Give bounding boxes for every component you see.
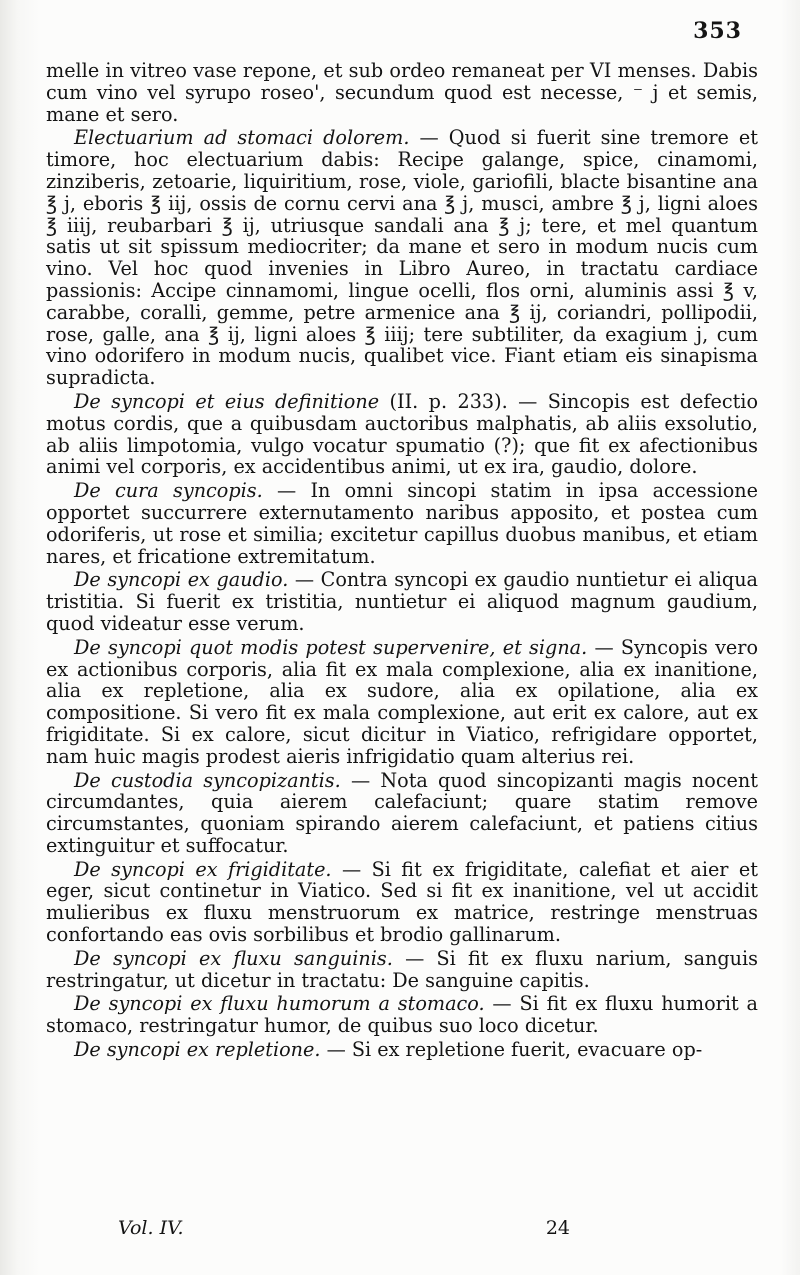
paragraph-text: — Quod si fuerit sine tremore et timore, hoc electuarium dabis: Recipe galange, spice, cinamomi, zinziberis, zetoarie, liquiritium, rose, viole, gariofili, blacte bisantine ana ℥ j, eboris ℥ iij, ossis de cornu cervi ana ℥ j, musci, ambre ℥ j, ligni aloes ℥ iiij, reubarbari ℥ ij, utriusque sandali ana ℥ j; tere, et mel quantum satis ut sit spissum mediocriter; da mane et sero in modum nucis cum vino. Vel hoc quod invenies in Libro Aureo, in tractatu cardiace passionis: Accipe cinnamomi, lingue ocelli, flos orni, aluminis assi ℥ v, carabbe, coralli, gemme, petre armenice ana ℥ ij, coriandri, pollipodii, rose, galle, ana ℥ ij, ligni aloes ℥ iiij; tere subtiliter, da exagium j, cum vino odorifero in modum nucis, qualibet vice. Fiant etiam eis sinapisma supradicta. xyxy=(46,126,758,390)
paragraph-text: — Si fit ex frigiditate, calefiat et aier et eger, sicut continetur in Viatico. Sed si fit ex inanitione, vel ut accidit mulieribus ex fluxu menstruorum ex matrice, restringe menstruas confortando eas ovis sorbilibus et brodio gallinarum. xyxy=(46,857,758,947)
paragraph xyxy=(46,569,758,634)
paragraph xyxy=(46,770,758,857)
section-heading: De syncopi et eius definitione xyxy=(74,389,380,413)
paragraph-text: — Si fit ex fluxu narium, sanguis restringatur, ut dicetur in tractatu: De sanguine capitis. xyxy=(46,946,758,992)
section-heading: De custodia syncopizantis. xyxy=(74,768,341,792)
page-number: 353 xyxy=(693,18,742,44)
paragraph-text: melle in vitreo vase repone, et sub ordeo remaneat per VI menses. Dabis cum vino vel syrupo roseo', secundum quod est necesse, ⁻ j et semis, mane et sero. xyxy=(46,59,758,126)
paragraph xyxy=(46,1039,758,1061)
section-heading: De syncopi quot modis potest supervenire, et signa. xyxy=(74,635,588,659)
section-heading: De syncopi ex fluxu humorum a stomaco. xyxy=(74,992,485,1016)
section-heading: De cura syncopis. xyxy=(74,479,263,503)
section-heading: De syncopi ex frigiditate. xyxy=(74,857,332,881)
paragraph-text: — Contra syncopi ex gaudio nuntietur ei aliqua tristitia. Si fuerit ex tristitia, nuntietur ei aliquod magnum gaudium, quod videatur esse verum. xyxy=(46,568,758,635)
section-heading: De syncopi ex gaudio. xyxy=(74,568,289,592)
paragraph xyxy=(46,948,758,992)
paragraph-text: — In omni sincopi statim in ipsa accessione opportet succurrere externutamento naribus apposito, et postea cum odoriferis, ut rose et similia; excitetur capillus duobus manibus, et etiam nares, et fricatione extremitatum. xyxy=(46,479,758,568)
paragraph xyxy=(46,127,758,389)
paragraph-text: — Syncopis vero ex actionibus corporis, alia fit ex mala complexione, alia ex inanitione, alia ex repletione, alia ex sudore, alia ex opilatione, alia ex compositione. Si vero fit ex mala complexione, aut erit ex calore, aut ex frigiditate. Si ex calore, sicut dicitur in Viatico, refrigidare opportet, nam huic magis prodest aieris infrigidatio quam alterius rei. xyxy=(46,635,758,768)
page-footer xyxy=(118,1217,570,1239)
paragraph xyxy=(46,60,758,125)
paragraph-text: — Nota quod sincopizanti magis nocent circumdantes, quia aierem calefaciunt; quare statim remove circumstantes, quoniam spirando aierem calefaciunt, et patiens citius extinguitur et suffocatur. xyxy=(46,768,758,857)
section-heading: Electuarium ad stomaci dolorem. xyxy=(74,126,410,150)
paragraph xyxy=(46,637,758,768)
paragraph xyxy=(46,993,758,1037)
paragraph xyxy=(46,480,758,567)
section-heading: De syncopi ex repletione. xyxy=(74,1038,321,1062)
paragraph xyxy=(46,859,758,946)
volume-label: Vol. IV. xyxy=(118,1217,184,1239)
body-text xyxy=(46,60,758,1061)
section-heading: De syncopi ex fluxu sanguinis. xyxy=(74,946,393,970)
paragraph-text: — Si fit ex fluxu humorit a stomaco, restringatur humor, de quibus suo loco dicetur. xyxy=(46,992,758,1038)
paragraph xyxy=(46,391,758,478)
signature-mark: 24 xyxy=(545,1217,570,1239)
paragraph-text: — Si ex repletione fuerit, evacuare op- xyxy=(320,1038,703,1062)
paragraph-text: (II. p. 233). — Sincopis est defectio motus cordis, que a quibusdam auctoribus malphatis, ab aliis exsolutio, ab aliis limpotomia, vulgo vocatur spumatio (?); que fit ex afectionibus animi vel corporis, ex accidentibus animi, ut ex ira, gaudio, dolore. xyxy=(46,389,758,479)
